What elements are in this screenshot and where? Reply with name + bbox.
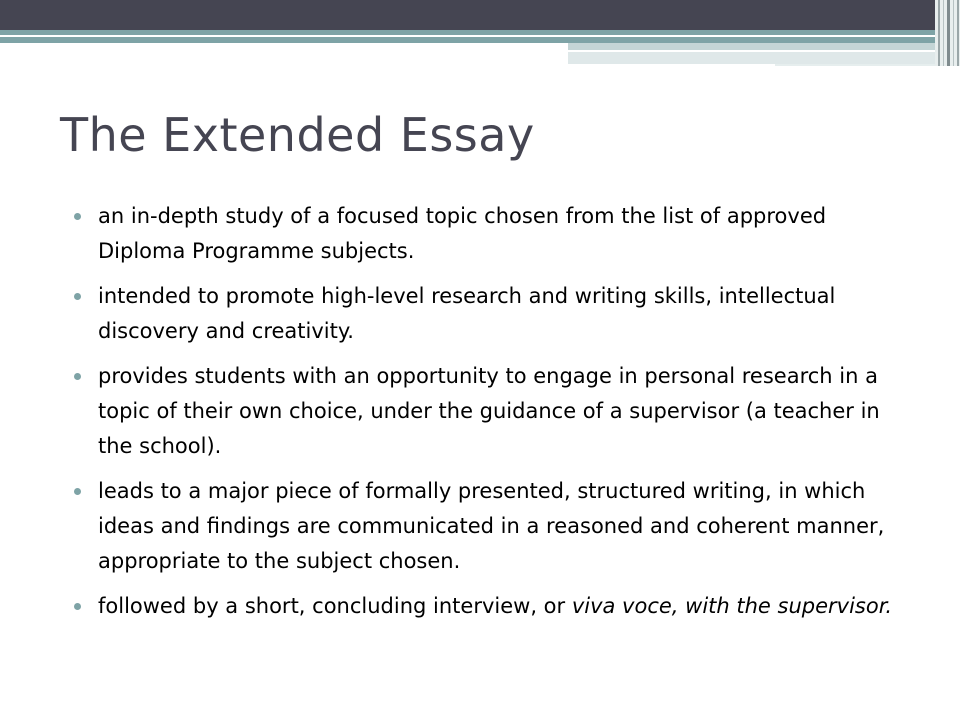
header-step-band-light bbox=[568, 52, 935, 64]
bullet-text: followed by a short, concluding interview, or bbox=[98, 594, 572, 618]
bullet-item bbox=[74, 199, 904, 269]
header-vertical-bar bbox=[953, 0, 954, 66]
bullet-item bbox=[74, 474, 904, 579]
bullet-text: provides students with an opportunity to engage in personal research in a topic of their own choice, under the guidance of a supervisor (a teacher in the school). bbox=[98, 364, 880, 458]
header-vertical-bar bbox=[943, 0, 944, 66]
bullet-dot-icon bbox=[74, 213, 81, 220]
bullet-text: leads to a major piece of formally presented, structured writing, in which ideas and findings are communicated in a reasoned and coherent manner, appropriate to the subject chosen. bbox=[98, 479, 885, 573]
bullet-text: intended to promote high-level research and writing skills, intellectual discovery and creativity. bbox=[98, 284, 836, 343]
header-vertical-bar bbox=[947, 0, 950, 66]
bullet-dot-icon bbox=[74, 488, 81, 495]
bullet-item bbox=[74, 279, 904, 349]
bullet-dot-icon bbox=[74, 373, 81, 380]
header-vertical-bar bbox=[938, 0, 940, 66]
header-step-line-light bbox=[775, 64, 935, 66]
bullet-dot-icon bbox=[74, 293, 81, 300]
header-band-dark bbox=[0, 0, 935, 30]
slide-title: The Extended Essay bbox=[60, 108, 535, 162]
header-vertical-bar bbox=[957, 0, 959, 66]
bullet-item bbox=[74, 359, 904, 464]
header-step-band bbox=[568, 43, 935, 50]
bullet-item bbox=[74, 589, 904, 624]
bullet-dot-icon bbox=[74, 603, 81, 610]
bullet-text-italic: viva voce, with the supervisor. bbox=[571, 594, 893, 618]
header-divider-line bbox=[0, 35, 935, 37]
bullet-list bbox=[74, 199, 904, 634]
bullet-text: an in-depth study of a focused topic chosen from the list of approved Diploma Programme subjects. bbox=[98, 204, 827, 263]
